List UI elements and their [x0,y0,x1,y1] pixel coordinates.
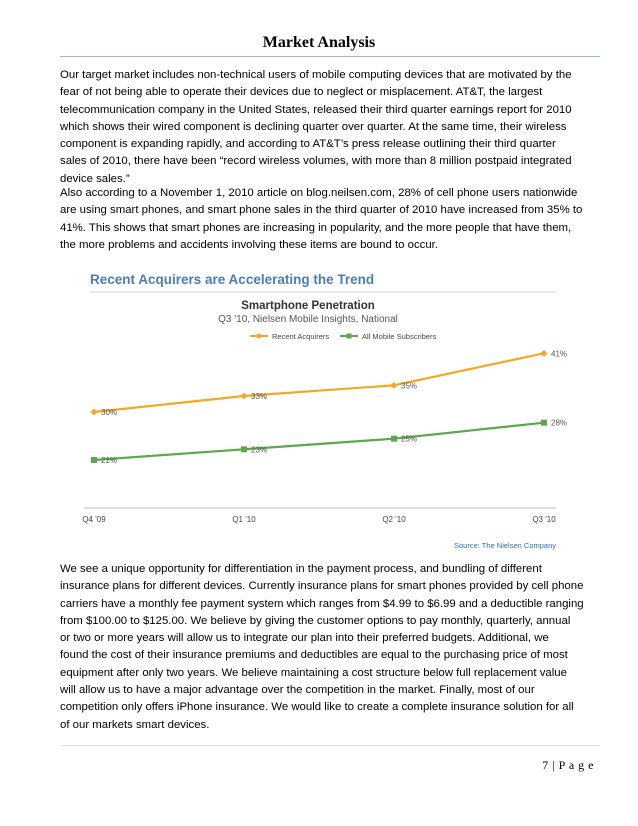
data-label: 35% [401,381,418,391]
series-line [94,353,544,412]
title-underline [60,56,600,57]
data-label: 21% [101,456,118,465]
data-point [541,420,547,426]
legend-label: All Mobile Subscribers [362,332,437,341]
x-tick-label: Q3 '10 [532,515,556,524]
legend-marker [347,334,352,339]
chart-marks [82,349,567,524]
data-label: 30% [101,408,118,417]
page-number: 7 [542,758,549,772]
x-tick-label: Q4 '09 [82,515,106,524]
x-tick-label: Q1 '10 [232,515,256,524]
data-point [391,382,398,389]
data-label: 28% [551,418,568,428]
legend-marker [256,333,262,339]
chart-svg [78,262,568,552]
series-line [94,423,544,460]
chart-legend [250,332,436,341]
paragraph-nielsen-stats: Also according to a November 1, 2010 article on blog.neilsen.com, 28% of cell phone users nationwide are using smart phones, and smart phone sales in the third quarter of 2010 have increased from 35% to 41%. This shows that smart phones are increasing in popularity, and the more people that have them, the more problems and accidents involving these items are bound to occur. [60,187,583,251]
page-title: Market Analysis [262,34,376,51]
paragraph-opportunity: We see a unique opportunity for differentiation in the payment process, and bundling of different insurance plans for different devices. Currently insurance plans for smart phones provided by cell phone carriers have a monthly fee payment system which ranges from $4.99 to $6.99 and a deductible ranging from $100.00 to $125.00. We believe by giving the customer options to pay monthly, quarterly, annual or two or more years will allow us to integrate our plan into their preferred budgets. Additional, we found the cost of their insurance premiums and deductibles are equal to the purchasing price of most equipment after only two years. We believe maintaining a cost structure below full replacement value will allow us to have a major advantage over the competition in the market. Finally, most of our competition only offers iPhone insurance. We would like to create a complete insurance solution for all of our markets smart devices. [60,563,584,731]
data-label: 23% [251,445,268,455]
data-label: 33% [251,392,268,401]
page-label: P a g e [558,758,594,772]
x-tick-label: Q2 '10 [382,515,406,524]
data-point [91,457,97,463]
data-label: 41% [551,349,568,359]
data-point [241,393,248,400]
data-point [541,350,548,357]
chart-source: Source: The Nielsen Company [454,541,556,550]
page-footer [542,758,594,773]
chart-title: Smartphone Penetration [241,300,375,312]
data-label: 25% [401,434,418,444]
data-point [391,436,397,442]
data-point [91,409,98,416]
chart-banner: Recent Acquirers are Accelerating the Trend [90,272,375,287]
data-point [241,446,247,452]
paragraph-target-market: Our target market includes non-technical users of mobile computing devices that are motivated by the fear of not being able to operate their devices due to neglect or misplacement. AT&T, the largest telecommunication company in the United States, released their third quarter earnings report for 2010 which shows their wired component is declining quarter over quarter. At the same time, their wireless component is expanding rapidly, and according to AT&T’s press release outlining their third quarter sales of 2010, there have been “record wireless volumes, with more than 8 million postpaid integrated device sales.” [60,69,572,185]
footer-rule [60,745,600,746]
chart-subtitle: Q3 '10, Nielsen Mobile Insights, National [218,314,398,325]
footer-separator: | [548,758,559,772]
smartphone-penetration-chart [78,262,568,552]
legend-label: Recent Acquirers [272,332,330,341]
